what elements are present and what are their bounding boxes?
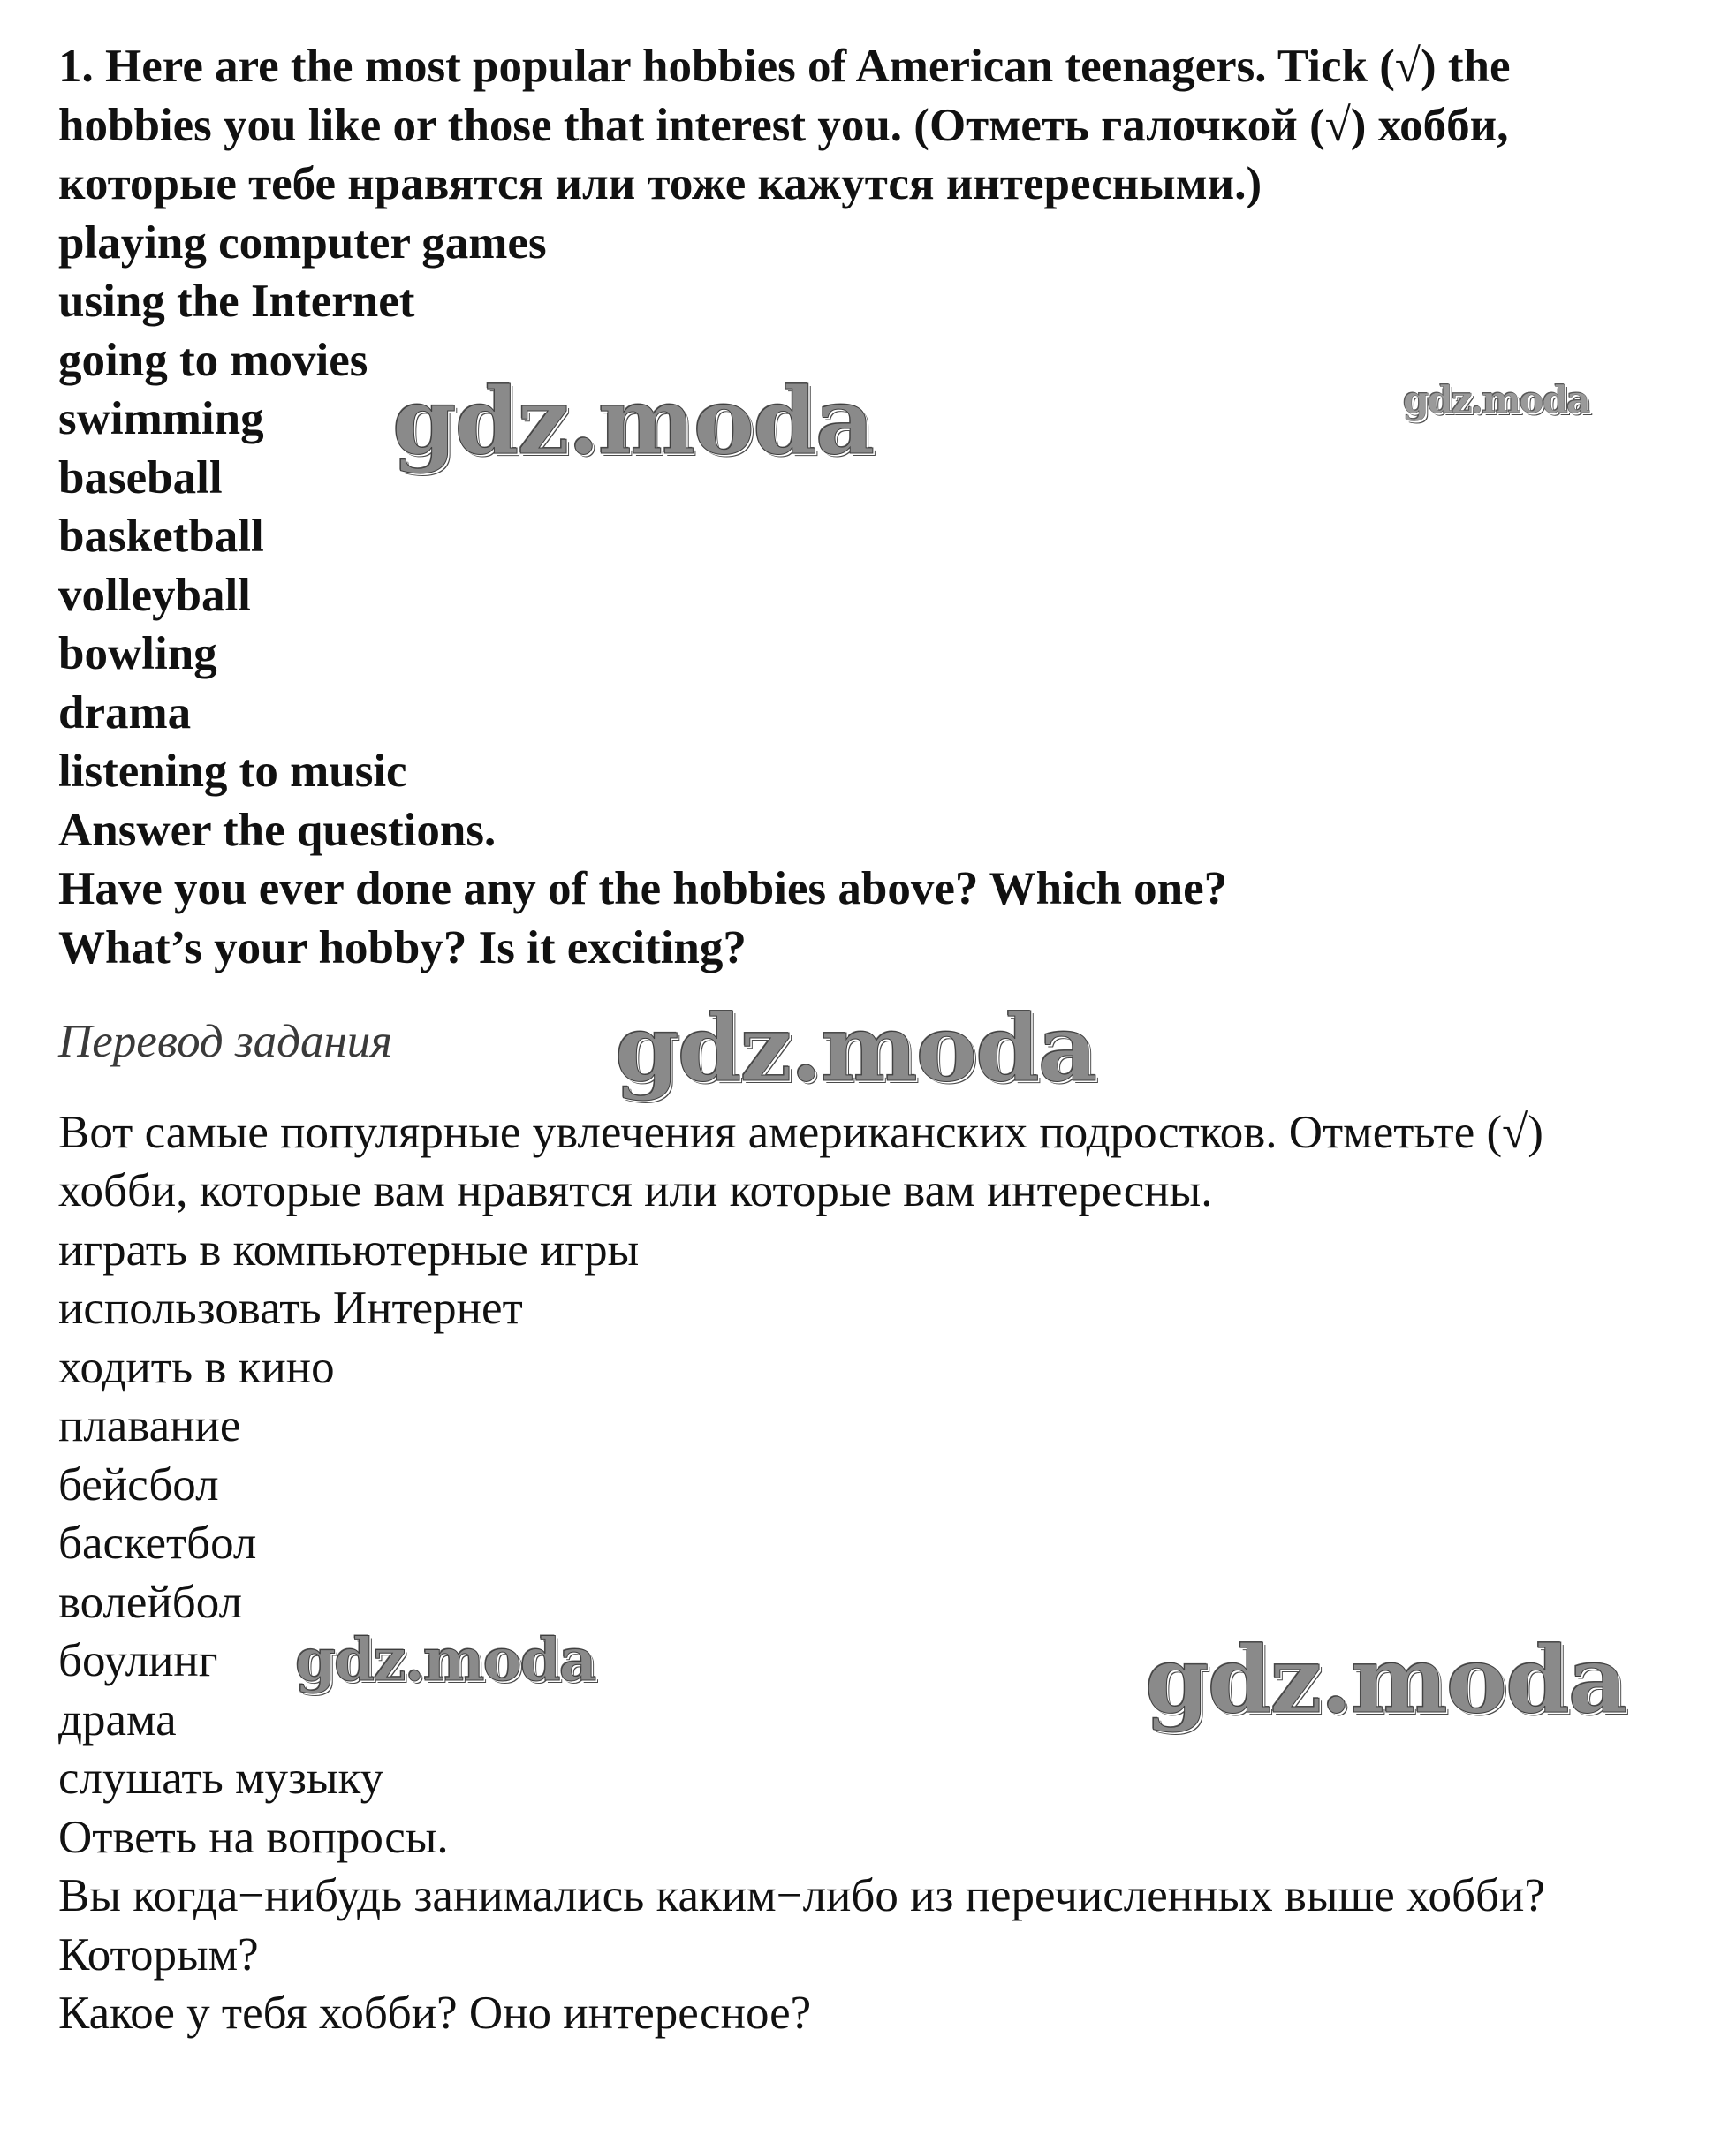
translation-hobby-item: использовать Интернет bbox=[58, 1283, 523, 1334]
hobby-item: listening to music bbox=[58, 746, 407, 797]
task-section bbox=[58, 37, 1719, 977]
hobby-item: baseball bbox=[58, 451, 223, 504]
translation-section bbox=[58, 1103, 1719, 2043]
watermark: gdz.moda bbox=[1145, 1625, 1626, 1734]
translation-hobby-item: слушать музыку bbox=[58, 1753, 384, 1804]
hobby-item: volleyball bbox=[58, 569, 251, 621]
hobby-item: basketball bbox=[58, 511, 264, 562]
answer-heading: Answer the questions. bbox=[58, 804, 497, 856]
hobby-item: bowling bbox=[58, 628, 217, 679]
translation-hobby-item: боулинг bbox=[58, 1635, 218, 1686]
hobby-item: drama bbox=[58, 686, 192, 738]
watermark: gdz.moda bbox=[1403, 378, 1589, 421]
translation-hobby-item: бейсбол bbox=[58, 1458, 219, 1511]
watermark: gdz.moda bbox=[392, 367, 874, 475]
hobby-item: swimming bbox=[58, 393, 264, 444]
question-2: What’s your hobby? Is it exciting? bbox=[58, 921, 747, 973]
translation-question-1: Вы когда−нибудь занимались каким−либо из перечисленных выше хобби? bbox=[58, 1870, 1545, 1921]
task-instruction-line-3: которые тебе нравятся или тоже кажутся интересными.) bbox=[58, 158, 1262, 209]
translation-question-1-cont: Которым? bbox=[58, 1928, 259, 1981]
translation-hobby-item: играть в компьютерные игры bbox=[58, 1223, 640, 1276]
task-instruction-line-1: 1. Here are the most popular hobbies of American teenagers. Tick (√) the bbox=[58, 41, 1511, 92]
translation-question-2: Какое у тебя хобби? Оно интересное? bbox=[58, 1988, 812, 2039]
translation-hobby-item: драма bbox=[58, 1693, 177, 1746]
translation-hobby-item: баскетбол bbox=[58, 1518, 257, 1569]
hobby-list bbox=[58, 214, 1719, 801]
translation-intro-line-2: хобби, которые вам нравятся или которые вам интересны. bbox=[58, 1165, 1213, 1216]
hobby-item: playing computer games bbox=[58, 216, 547, 269]
hobby-item: using the Internet bbox=[58, 276, 415, 327]
hobby-item: going to movies bbox=[58, 334, 368, 386]
watermark: gdz.moda bbox=[615, 994, 1096, 1102]
translation-hobby-item: плавание bbox=[58, 1400, 241, 1451]
task-instruction-line-2: hobbies you like or those that interest you. (Отметь галочкой (√) хобби, bbox=[58, 99, 1509, 151]
translation-intro-line-1: Вот самые популярные увлечения американских подростков. Отметьте (√) bbox=[58, 1106, 1543, 1158]
translation-label: Перевод задания bbox=[58, 1016, 392, 1067]
watermark: gdz.moda bbox=[295, 1625, 595, 1694]
translation-hobby-item: волейбол bbox=[58, 1576, 243, 1628]
question-1: Have you ever done any of the hobbies above? Which one? bbox=[58, 863, 1228, 914]
translation-hobby-item: ходить в кино bbox=[58, 1341, 335, 1393]
translation-answer-heading: Ответь на вопросы. bbox=[58, 1811, 449, 1863]
